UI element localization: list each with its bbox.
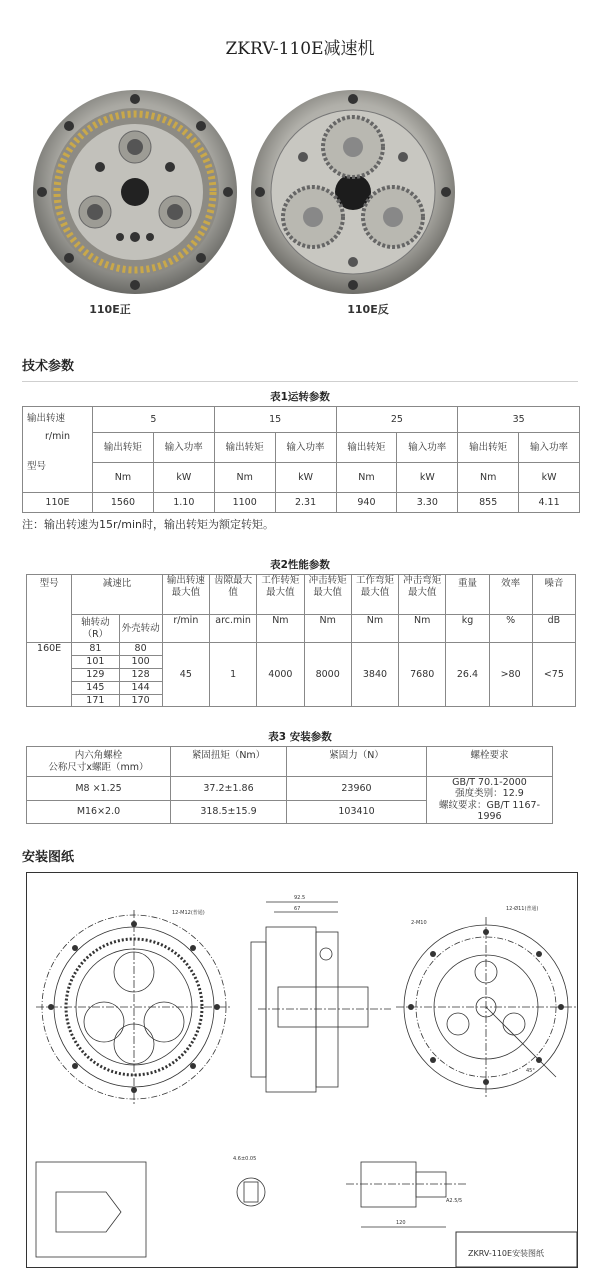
ratio-case: 80 xyxy=(119,643,162,656)
page-title: ZKRV-110E减速机 xyxy=(225,39,375,59)
value-cell: 2.31 xyxy=(275,493,336,513)
h-ratio: 减速比 xyxy=(72,575,162,615)
h-efficiency: 效率 xyxy=(489,575,532,615)
impact-value: 8000 xyxy=(304,643,351,707)
efficiency-value: >80 xyxy=(489,643,532,707)
section-heading-drawing: 安装图纸 xyxy=(22,850,75,865)
dim-label: 92.5 xyxy=(294,895,306,901)
back-photo-caption: 110E反 xyxy=(347,303,389,316)
unit-noise: dB xyxy=(532,615,575,643)
req-standard: GB/T 70.1-2000 xyxy=(452,777,527,788)
value-cell: 3.30 xyxy=(397,493,458,513)
col-input-power: 输入功率 xyxy=(519,433,580,463)
section-divider xyxy=(22,381,578,382)
speed-header: 15 xyxy=(214,407,336,433)
unit-nm: Nm xyxy=(336,463,397,493)
unit-nm: Nm xyxy=(214,463,275,493)
h-tightening-torque: 紧固扭矩（Nm） xyxy=(171,747,287,777)
unit-kw: kW xyxy=(153,463,214,493)
dim-label: 120 xyxy=(396,1220,406,1226)
h-torque: 工作转矩最大值 xyxy=(257,575,304,615)
h-impact-bend: 冲击弯矩最大值 xyxy=(399,575,446,615)
front-photo-caption: 110E正 xyxy=(89,303,131,316)
bolt-torque: 37.2±1.86 xyxy=(171,777,287,801)
ratio-shaft: 129 xyxy=(72,668,119,681)
h-bolt-line1: 内六角螺栓 xyxy=(74,749,123,761)
col-input-power: 输入功率 xyxy=(275,433,336,463)
table1-title: 表1运转参数 xyxy=(270,391,330,403)
sub-case: 外壳转动 xyxy=(119,615,162,643)
backlash-value: 1 xyxy=(209,643,256,707)
speed-value: 45 xyxy=(162,643,209,707)
unit-work-bend: Nm xyxy=(351,615,398,643)
dim-label: 12-Ø11(普通) xyxy=(506,906,539,912)
speed-header: 35 xyxy=(458,407,580,433)
value-cell: 940 xyxy=(336,493,397,513)
h-tightening-force: 紧固力（N） xyxy=(287,747,427,777)
value-cell: 1100 xyxy=(214,493,275,513)
col-input-power: 输入功率 xyxy=(153,433,214,463)
table3-title: 表3 安装参数 xyxy=(268,731,332,743)
h-speed: 输出转速最大值 xyxy=(162,575,209,615)
value-cell: 1560 xyxy=(93,493,154,513)
col-output-torque: 输出转矩 xyxy=(93,433,154,463)
req-thread: 螺纹要求：GB/T 1167-1996 xyxy=(438,799,540,823)
ratio-case: 170 xyxy=(119,694,162,707)
unit-weight: kg xyxy=(446,615,489,643)
table-row xyxy=(27,777,553,801)
unit-nm: Nm xyxy=(458,463,519,493)
dim-label: A2.5/5 xyxy=(446,1198,463,1204)
impact-bend-value: 7680 xyxy=(399,643,446,707)
installation-drawing xyxy=(26,872,578,1268)
ratio-shaft: 145 xyxy=(72,681,119,694)
h-impact: 冲击转矩最大值 xyxy=(304,575,351,615)
section-heading-tech: 技术参数 xyxy=(22,359,75,374)
col-output-torque: 输出转矩 xyxy=(336,433,397,463)
torque-value: 4000 xyxy=(257,643,304,707)
work-bend-value: 3840 xyxy=(351,643,398,707)
bolt-force: 23960 xyxy=(287,777,427,801)
ratio-shaft: 171 xyxy=(72,694,119,707)
col-output-torque: 输出转矩 xyxy=(214,433,275,463)
unit-backlash: arc.min xyxy=(209,615,256,643)
ratio-case: 144 xyxy=(119,681,162,694)
unit-impact: Nm xyxy=(304,615,351,643)
unit-torque: Nm xyxy=(257,615,304,643)
unit-efficiency: % xyxy=(489,615,532,643)
weight-value: 26.4 xyxy=(446,643,489,707)
unit-speed: r/min xyxy=(162,615,209,643)
ratio-shaft: 81 xyxy=(72,643,119,656)
dim-label: 67 xyxy=(294,906,301,912)
drawing-title-block: ZKRV-110E安装图纸 xyxy=(468,1249,545,1258)
value-cell: 4.11 xyxy=(519,493,580,513)
dim-label: 4.6±0.05 xyxy=(233,1156,257,1162)
unit-kw: kW xyxy=(519,463,580,493)
corner-label-speed: 输出转速 xyxy=(27,413,66,424)
table-row xyxy=(23,493,580,513)
col-input-power: 输入功率 xyxy=(397,433,458,463)
reducer-front-photo xyxy=(30,87,240,297)
bolt-size: M8 ×1.25 xyxy=(27,777,171,801)
corner-label-model: 型号 xyxy=(27,460,47,472)
h-bolt-line2: 公称尺寸x螺距（mm） xyxy=(48,761,149,773)
sub-shaft: 轴转动（R） xyxy=(72,615,119,643)
h-backlash: 齿隙最大值 xyxy=(209,575,256,615)
h-weight: 重量 xyxy=(446,575,489,615)
table-performance-params xyxy=(26,574,576,707)
value-cell: 855 xyxy=(458,493,519,513)
value-cell: 1.10 xyxy=(153,493,214,513)
table-install-params xyxy=(26,746,553,824)
unit-kw: kW xyxy=(397,463,458,493)
table-operating-params xyxy=(22,406,580,513)
reducer-back-photo xyxy=(248,87,458,297)
bolt-torque: 318.5±15.9 xyxy=(171,801,287,823)
corner-label-unit: r/min xyxy=(44,430,71,442)
model-cell: 110E xyxy=(23,493,93,513)
dim-label: 12-M12(普通) xyxy=(172,910,205,916)
table1-note: 注：输出转速为15r/min时，输出转矩为额定转矩。 xyxy=(22,518,274,531)
h-model: 型号 xyxy=(27,575,72,643)
unit-nm: Nm xyxy=(93,463,154,493)
h-bolt-requirement: 螺栓要求 xyxy=(427,747,553,777)
bolt-force: 103410 xyxy=(287,801,427,823)
unit-impact-bend: Nm xyxy=(399,615,446,643)
ratio-case: 128 xyxy=(119,668,162,681)
h-work-bend: 工作弯矩最大值 xyxy=(351,575,398,615)
col-output-torque: 输出转矩 xyxy=(458,433,519,463)
ratio-shaft: 101 xyxy=(72,655,119,668)
bolt-size: M16×2.0 xyxy=(27,801,171,823)
req-strength: 强度类别：12.9 xyxy=(455,788,524,800)
speed-header: 5 xyxy=(93,407,215,433)
model-cell: 160E xyxy=(27,643,72,707)
dim-label: 2-M10 xyxy=(411,920,427,926)
table2-title: 表2性能参数 xyxy=(270,559,330,571)
ratio-case: 100 xyxy=(119,655,162,668)
dim-label: 45° xyxy=(526,1068,535,1074)
unit-kw: kW xyxy=(275,463,336,493)
h-noise: 噪音 xyxy=(532,575,575,615)
noise-value: <75 xyxy=(532,643,575,707)
table-row xyxy=(27,643,576,656)
speed-header: 25 xyxy=(336,407,458,433)
